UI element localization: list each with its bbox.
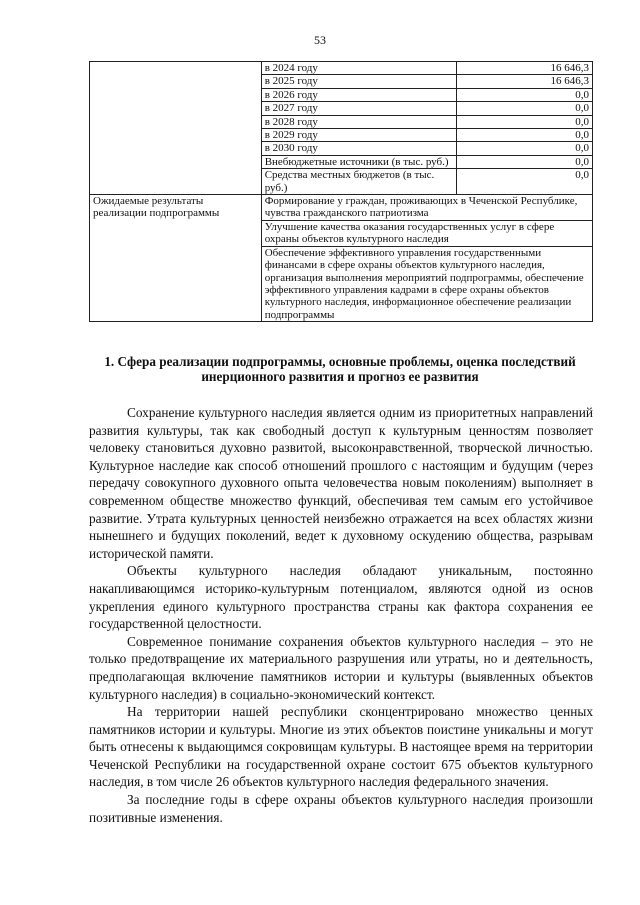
funding-label: в 2026 году [261, 88, 457, 101]
funding-value: 16 646,3 [457, 62, 593, 75]
funding-label: Внебюджетные источники (в тыс. руб.) [261, 155, 457, 168]
paragraph: Сохранение культурного наследия является одним из приоритетных направлений развития культуры, так как свободный доступ к культурным ценностям позволяет человеку становиться духовно развитой, высоконравственной, творческой личностью. Культурное наследие как способ отношений прошлого с настоящим и будущим (через передачу совокупного духовного опыта человечества новым поколениям) выполняет в современном обществе множество функций, обеспечивая тем самым его устойчивое развитие. Утрата культурных ценностей неизбежно отражается на всех областях жизни нынешнего и будущих поколений, ведет к духовному оскудению общества, разрывам исторической памяти. [89, 405, 593, 561]
funding-value: 0,0 [457, 115, 593, 128]
page-number: 53 [314, 33, 326, 47]
funding-value: 0,0 [457, 169, 593, 195]
paragraph: Объекты культурного наследия обладают уникальным, постоянно накапливающимся историко-культурным потенциалом, являются одной из основ укрепления единого культурного пространства страны как фактора сохранения ее государственной целостности. [89, 563, 593, 632]
paragraph: За последние годы в сфере охраны объектов культурного наследия произошли позитивные изменения. [89, 792, 593, 825]
result-item: Обеспечение эффективного управления государственными финансами в сфере охраны объектов культурного наследия, организация выполнения мероприятий подпрограммы, обеспечение эффективного управления кадрами в сфере охраны объектов культурного наследия, информационное обеспечение реализации подпрограммы [261, 246, 592, 321]
funding-label: в 2028 году [261, 115, 457, 128]
table-cell-empty [90, 62, 262, 195]
subprogram-passport-table [89, 61, 593, 322]
funding-value: 0,0 [457, 102, 593, 115]
paragraph: Современное понимание сохранения объектов культурного наследия – это не только предотвращение их материального разрушения или утраты, но и деятельность, предполагающая включение памятников истории и культуры (выявленных объектов культурного наследия) в социально-экономический контекст. [89, 633, 593, 702]
funding-label: Средства местных бюджетов (в тыс. руб.) [261, 169, 457, 195]
table-row [90, 62, 593, 75]
funding-label: в 2025 году [261, 75, 457, 88]
section-heading: 1. Сфера реализации подпрограммы, основные проблемы, оценка последствий инерционного развития и прогноз ее развития [104, 354, 576, 384]
result-item: Формирование у граждан, проживающих в Чеченской Республике, чувства гражданского патриотизма [261, 195, 592, 221]
funding-value: 0,0 [457, 88, 593, 101]
funding-label: в 2024 году [261, 62, 457, 75]
funding-label: в 2029 году [261, 129, 457, 142]
funding-label: в 2027 году [261, 102, 457, 115]
body-text [89, 404, 593, 826]
funding-value: 0,0 [457, 142, 593, 155]
table-row [90, 195, 593, 221]
result-item: Улучшение качества оказания государственных услуг в сфере охраны объектов культурного наследия [261, 220, 592, 246]
funding-value: 0,0 [457, 155, 593, 168]
funding-value: 0,0 [457, 129, 593, 142]
funding-value: 16 646,3 [457, 75, 593, 88]
paragraph: На территории нашей республики сконцентрировано множество ценных памятников истории и культуры. Многие из этих объектов поистине уникальны и могут быть отнесены к выдающимся сокровищам культуры. В настоящее время на территории Чеченской Республики на государственной охране состоит 675 объектов культурного наследия, в том числе 26 объектов культурного наследия федерального значения. [89, 704, 593, 790]
results-label: Ожидаемые результаты реализации подпрограммы [90, 195, 262, 322]
funding-label: в 2030 году [261, 142, 457, 155]
